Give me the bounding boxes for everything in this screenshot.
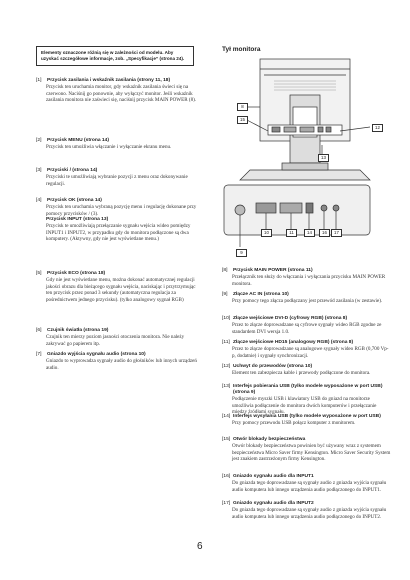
callout-17: 17 <box>331 229 342 237</box>
item-subheading: Przycisk INPUT (strona 13) <box>46 217 109 223</box>
model-note <box>36 46 194 66</box>
item-heading: Przycisk MAIN POWER (strona 11) <box>233 268 313 273</box>
item-number: [1] <box>36 78 42 83</box>
item-5 <box>36 271 198 303</box>
item-number: [2] <box>36 138 42 143</box>
item-body: Gdy nie jest wyświetlane menu, można dokonać automatycznej regulacji jakości obrazu dla bieżącego sygnału wejścia, naciskając i przytrzymując ten przycisk przez ponad 3 sekundy (automatyczna regulacja za pośrednictwem jednego przycisku). (tylko analogowy sygnał RGB) <box>46 277 196 303</box>
item-4 <box>36 198 198 243</box>
item-body: Przycisk ten umożliwia włączanie i wyłączanie ekranu menu. <box>46 144 172 151</box>
callout-11: 11 <box>286 229 297 237</box>
item-heading: Złącze wejściowe HD15 (analogowy RGB) (strona 8) <box>233 340 354 345</box>
item-9 <box>222 292 392 305</box>
item-heading: Czujnik światła (strona 19) <box>47 328 109 333</box>
item-10 <box>222 316 392 335</box>
item-number: [12] <box>222 364 231 369</box>
item-number: [5] <box>36 271 42 276</box>
item-heading: Gniazdo sygnału audio dla INPUT2 <box>233 501 314 506</box>
item-heading: Interfejs wysyłania USB (tylko modele wyposażone w port USB) <box>233 414 381 419</box>
item-heading: Przycisk zasilania i wskaźnik zasilania (strony 11, 18) <box>47 78 171 83</box>
item-body: Przez to złącze doprowadzane są analogowe sygnały wideo RGB (0,700 Vp-p, dodatnie) i sygnały synchronizacji. <box>232 346 389 359</box>
item-body-2: Przycisk te umożliwiają przełączanie sygnału wejścia wideo pomiędzy INPUT1 i INPUT2, w przypadku gdy do monitora podłączone są dwa komputery. (Aktywny, gdy nie jest wyświetlane menu.) <box>46 223 191 243</box>
item-1 <box>36 78 198 104</box>
callout-10: 10 <box>261 229 272 237</box>
callout-16: 16 <box>319 229 330 237</box>
item-17 <box>222 501 392 520</box>
item-heading: Przycisk MENU (strona 14) <box>47 138 109 143</box>
item-body: Element ten zabezpiecza kable i przewody podłączone do monitora. <box>232 370 371 377</box>
item-body: Gniazdo to wyprowadza sygnały audio do głośników lub innych urządzeń audio. <box>46 358 197 371</box>
item-body: Przez to złącze doprowadzane są cyfrowe sygnały wideo RGB zgodne ze standardem DVI wersja 1.0. <box>232 322 382 335</box>
note-text: Elementy oznaczone różnią się w zależności od modelu. Aby uzyskać szczegółowe informacje, zob. „Specyfikacje” (strona 24). <box>41 50 185 61</box>
item-body: Przy pomocy tego złącza podłączany jest przewód zasilania (w zestawie). <box>232 298 383 305</box>
item-number: [17] <box>222 501 231 506</box>
item-number: [14] <box>222 414 231 419</box>
item-body: Przycisk ten uruchamia monitor, gdy wskaźnik zasilania świeci się na czerwono. Naciśnij go ponownie, aby wyłączyć monitor. Jeśli wskaźnik zasilania monitora nie zaświeci się, naciśnij przycisk MAIN POWER (8). <box>46 84 197 104</box>
item-heading: Uchwyt do przewodów (strona 10) <box>233 364 313 369</box>
item-number: [10] <box>222 316 231 321</box>
monitor-back-diagram <box>220 55 385 265</box>
item-number: [6] <box>36 328 42 333</box>
callout-8: 8 <box>237 103 248 111</box>
callout-12: 12 <box>372 124 383 132</box>
item-7 <box>36 352 198 371</box>
callout-15: 15 <box>237 116 248 124</box>
callout-9: 9 <box>236 249 247 257</box>
item-body: Przełącznik ten służy do włączania i wyłączania przycisku MAIN POWER monitora. <box>232 274 386 287</box>
callout-13: 13 <box>318 154 329 162</box>
item-11 <box>222 340 392 359</box>
page-number: 6 <box>197 541 203 552</box>
item-12 <box>222 364 392 377</box>
item-heading: Złącze wejściowe DVI-D (cyfrowy RGB) (strona 8) <box>233 316 348 321</box>
item-heading: Gniazdo wyjścia sygnału audio (strona 10) <box>47 352 146 357</box>
item-body: Przy pomocy przewodu USB połącz komputer z monitorem. <box>232 420 356 427</box>
item-13 <box>222 384 392 416</box>
item-number: [13] <box>222 384 231 389</box>
item-number: [3] <box>36 168 42 173</box>
item-15 <box>222 437 392 463</box>
item-body: Do gniazda tego doprowadzane są sygnały audio z gniazda wyjścia sygnału audio komputera lub innego urządzenia audio podłączonego do INPUT2. <box>232 507 387 520</box>
item-body: Otwór blokady bezpieczeństwa powinien być używany wraz z systemem bezpieczeństwa Micro Saver firmy Kensington. Micro Saver Security System jest znakiem zastrzeżonym firmy Kensington. <box>232 443 391 463</box>
item-body: Podłączenie myszki USB i klawiatury USB do gniazd na monitorze umożliwia podłączenie do monitora dwóch komputerów i przełączanie między źródłami sygnału. <box>232 396 377 416</box>
item-body: Czujnik ten mierzy poziom jasności otoczenia monitora. Nie należy zakrywać go papierem itp. <box>46 334 185 347</box>
item-body: Przycisk ten uruchamia wybraną pozycję menu i regulację dokonane przy pomocy przycisków / (3). <box>46 204 197 217</box>
item-3 <box>36 168 198 187</box>
item-heading: Gniazdo sygnału audio dla INPUT1 <box>233 474 314 479</box>
item-number: [16] <box>222 474 231 479</box>
item-number: [11] <box>222 340 230 345</box>
item-number: [7] <box>36 352 42 357</box>
item-heading: Przycisk OK (strona 14) <box>47 198 102 203</box>
item-heading: Złącze AC IN (strona 10) <box>233 292 289 297</box>
item-body: Do gniazda tego doprowadzane są sygnały audio z gniazda wyjścia sygnału audio komputera lub innego urządzenia audio podłączonego do INPUT1. <box>232 480 387 493</box>
item-16 <box>222 474 392 493</box>
item-number: [9] <box>222 292 228 297</box>
callout-14: 14 <box>304 229 315 237</box>
item-8 <box>222 268 392 287</box>
item-6 <box>36 328 198 347</box>
item-number: [15] <box>222 437 231 442</box>
item-14 <box>222 414 392 427</box>
item-heading: Przyciski / (strona 14) <box>47 168 98 173</box>
diagram-title: Tył monitora <box>222 46 261 53</box>
item-heading: Interfejs pobierania USB (tylko modele wyposażone w port USB) (strona 9) <box>233 384 383 396</box>
item-number: [4] <box>36 198 42 203</box>
item-2 <box>36 138 198 151</box>
item-body: Przyciski te umożliwiają wybranie pozycji z menu oraz dokonywanie regulacji. <box>46 174 188 187</box>
item-number: [8] <box>222 268 228 273</box>
item-heading: Otwór blokady bezpieczeństwa <box>233 437 306 442</box>
item-heading: Przycisk ECO (strona 18) <box>47 271 106 276</box>
